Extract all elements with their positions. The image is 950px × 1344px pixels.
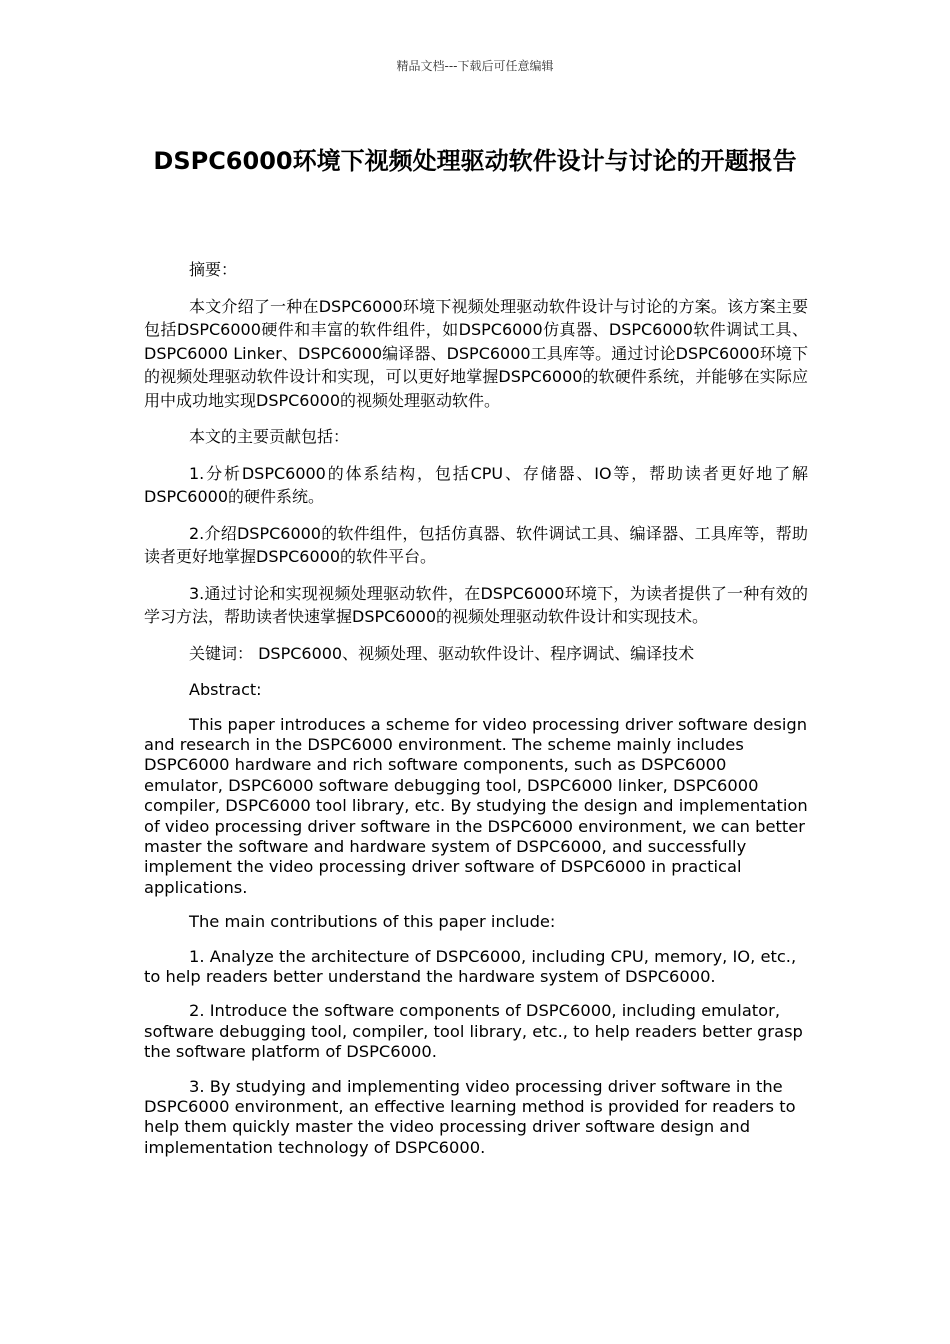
contribution-en-1: 1. Analyze the architecture of DSPC6000, including CPU, memory, IO, etc., to help readers better understand the hardware system of DSPC6000. <box>144 946 797 986</box>
abstract-label-en: Abstract: <box>189 680 262 699</box>
contribution-en-3: 3. By studying and implementing video processing driver software in the DSPC6000 environment, an effective learning method is provided for readers to help them quickly master the video processing driver software design and implementation technology of DSPC6000. <box>144 1076 796 1157</box>
contribution-zh-2: 2.介绍DSPC6000的软件组件，包括仿真器、软件调试工具、编译器、工具库等，帮助读者更好地掌握DSPC6000的软件平台。 <box>144 523 808 566</box>
abstract-label-zh: 摘要： <box>189 260 238 279</box>
abstract-text-zh: 本文介绍了一种在DSPC6000环境下视频处理驱动软件设计与讨论的方案。该方案主要包括DSPC6000硬件和丰富的软件组件，如DSPC6000仿真器、DSPC6000软件调试工具、DSPC6000 Linker、DSPC6000编译器、DSPC6000工具库等。通过讨论DSPC6000环境下的视频处理驱动软件设计和实现，可以更好地掌握DSPC6000的软硬件系统，并能够在实际应用中成功地实现DSPC6000的视频处理驱动软件。 <box>144 296 808 410</box>
keywords-zh: 关键词： DSPC6000、视频处理、驱动软件设计、程序调试、编译技术 <box>189 643 695 663</box>
contributions-intro-zh: 本文的主要贡献包括： <box>189 427 350 446</box>
header-note: 精品文档---下载后可任意编辑 <box>396 59 554 73</box>
document-title: DSPC6000环境下视频处理驱动软件设计与讨论的开题报告 <box>153 147 797 175</box>
contribution-zh-1: 1.分析DSPC6000的体系结构，包括CPU、存储器、IO等，帮助读者更好地了解DSPC6000的硬件系统。 <box>144 463 808 506</box>
abstract-text-en: This paper introduces a scheme for video processing driver software design and research in the DSPC6000 environment. The scheme mainly includes DSPC6000 hardware and rich software components, such as DSPC6000 emulator, DSPC6000 software debugging tool, DSPC6000 linker, DSPC6000 compiler, DSPC6000 tool library, etc. By studying the design and implementation of video processing driver software in the DSPC6000 environment, we can better master the software and hardware system of DSPC6000, and successfully implement the video processing driver software of DSPC6000 in practical applications. <box>144 714 808 897</box>
document-body <box>144 258 808 1172</box>
contribution-zh-3: 3.通过讨论和实现视频处理驱动软件，在DSPC6000环境下，为读者提供了一种有效的学习方法，帮助读者快速掌握DSPC6000的视频处理驱动软件设计和实现技术。 <box>144 583 808 626</box>
contributions-intro-en: The main contributions of this paper include: <box>189 912 556 932</box>
contribution-en-2: 2. Introduce the software components of DSPC6000, including emulator, software debugging tool, compiler, tool library, etc., to help readers better grasp the software platform of DSPC6000. <box>144 1001 803 1062</box>
